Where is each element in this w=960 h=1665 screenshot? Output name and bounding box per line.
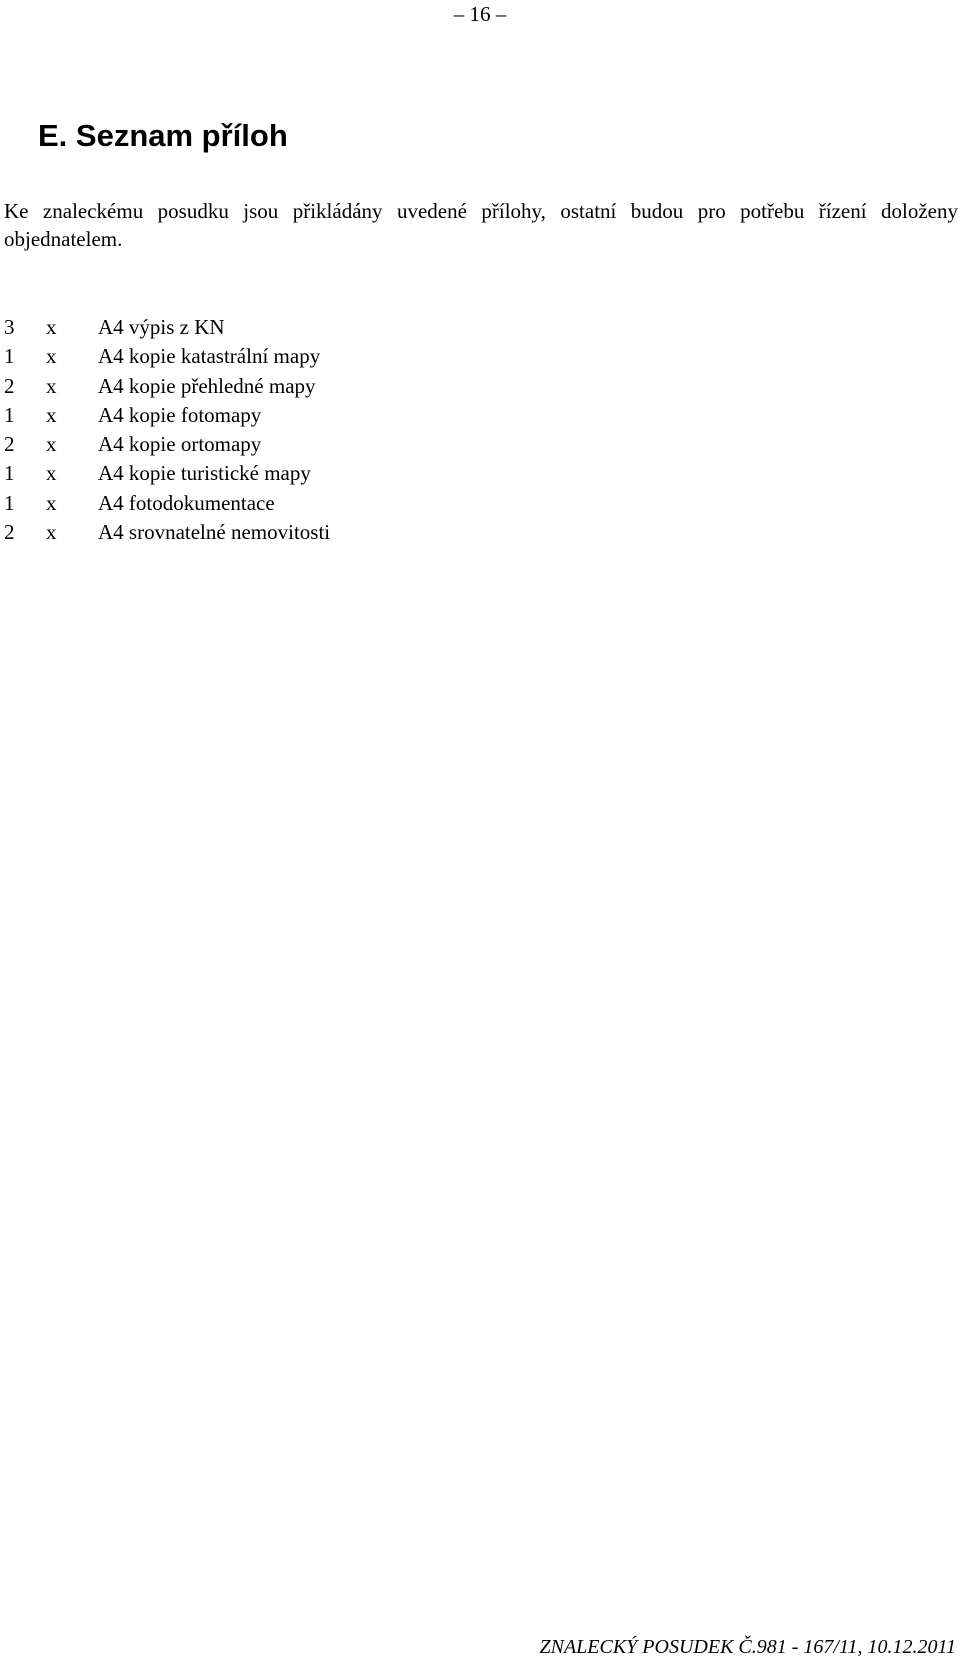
attachment-description: A4 fotodokumentace <box>98 490 275 515</box>
list-item <box>4 430 330 459</box>
attachment-count: 3 <box>4 315 15 339</box>
attachment-count: 1 <box>4 344 15 369</box>
list-item <box>4 313 330 342</box>
attachment-times: x <box>46 520 57 545</box>
attachment-count: 2 <box>4 432 15 457</box>
list-item <box>4 518 330 547</box>
list-item <box>4 401 330 430</box>
attachment-list <box>4 313 330 547</box>
attachment-count: 1 <box>4 490 15 515</box>
intro-paragraph: Ke znaleckému posudku jsou přikládány uvedené přílohy, ostatní budou pro potřebu řízení doloženy objednatelem. <box>4 199 958 251</box>
list-item <box>4 342 330 371</box>
attachment-description: A4 výpis z KN <box>98 315 225 339</box>
attachment-description: A4 srovnatelné nemovitosti <box>98 520 331 545</box>
section-heading: E. Seznam příloh <box>38 118 288 153</box>
attachment-description: A4 kopie ortomapy <box>98 432 262 457</box>
attachment-times: x <box>46 344 57 369</box>
attachment-times: x <box>46 461 57 486</box>
attachment-description: A4 kopie katastrální mapy <box>98 344 321 369</box>
attachment-description: A4 kopie přehledné mapy <box>98 373 316 398</box>
list-item <box>4 372 330 401</box>
list-item <box>4 489 330 518</box>
list-item <box>4 459 330 488</box>
attachment-times: x <box>46 490 57 515</box>
attachment-count: 2 <box>4 520 15 545</box>
attachment-times: x <box>46 373 57 398</box>
attachment-count: 1 <box>4 461 15 486</box>
attachment-count: 1 <box>4 402 15 427</box>
page-number: – 16 – <box>453 2 507 26</box>
attachment-count: 2 <box>4 373 15 398</box>
footer-reference: ZNALECKÝ POSUDEK Č.981 - 167/11, 10.12.2011 <box>539 1636 956 1658</box>
attachment-times: x <box>46 432 57 457</box>
attachment-description: A4 kopie fotomapy <box>98 402 262 427</box>
attachment-times: x <box>46 315 57 339</box>
attachment-times: x <box>46 402 57 427</box>
attachment-description: A4 kopie turistické mapy <box>98 461 311 486</box>
